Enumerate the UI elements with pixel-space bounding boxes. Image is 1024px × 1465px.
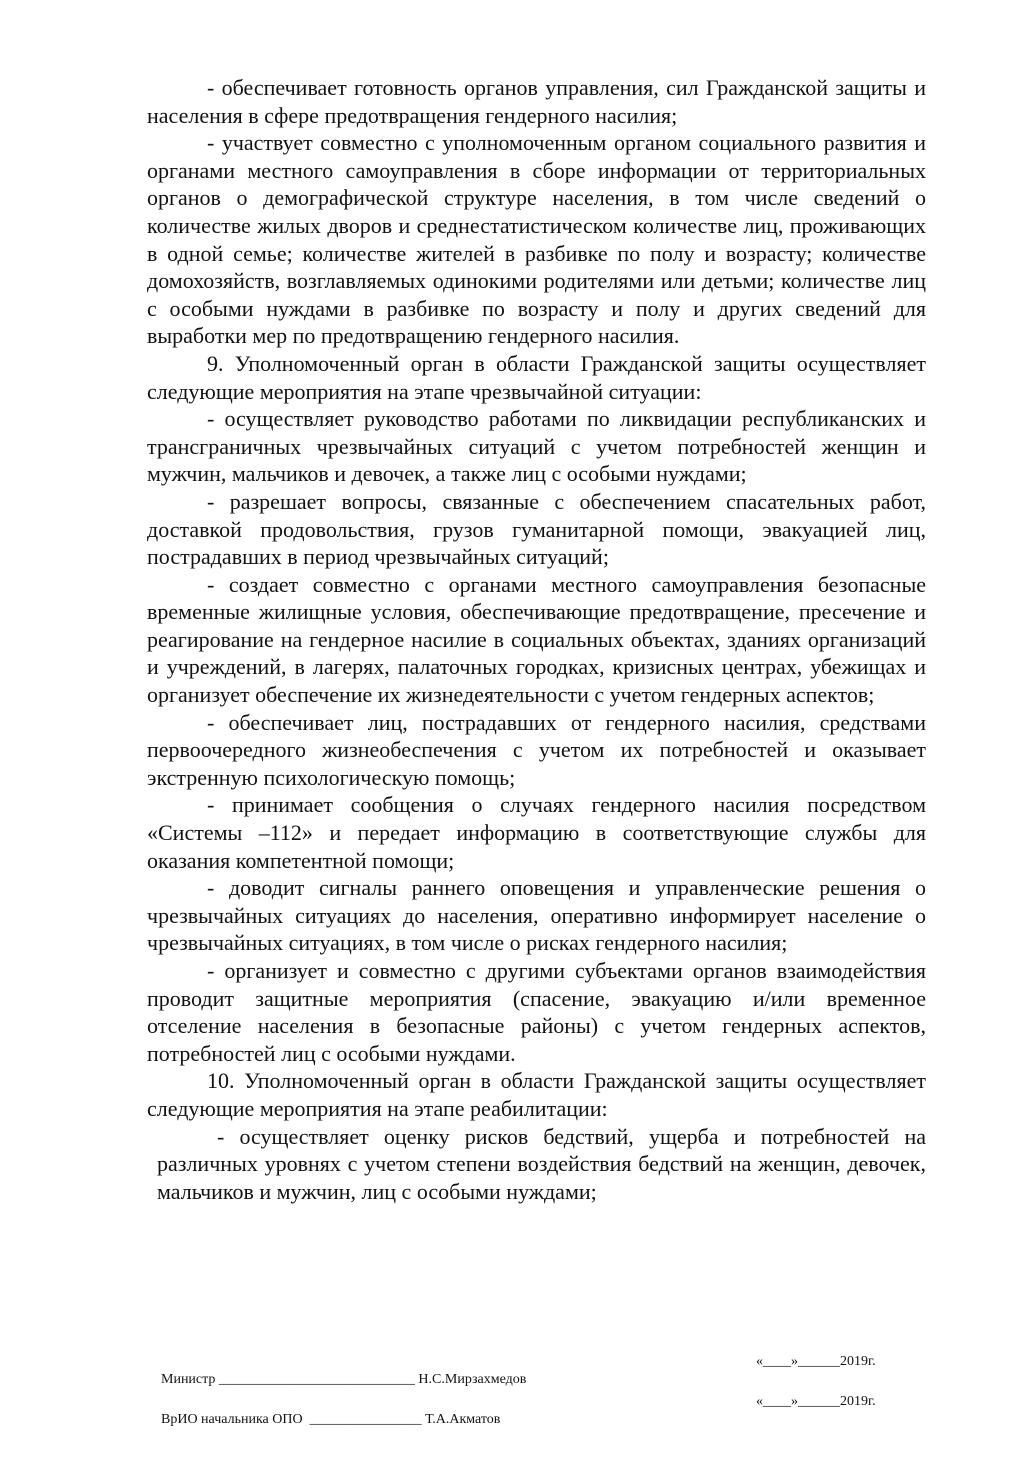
paragraph: - обеспечивает готовность органов управления, сил Гражданской защиты и населения в сфере предотвращения гендерного насилия; — [147, 75, 926, 128]
paragraph: - организует и совместно с другими субъектами органов взаимодействия проводит защитные мероприятия (спасение, эвакуацию и/или временное отселение населения в безопасные районы) с учетом гендерных аспектов, потребностей лиц с особыми нуждами. — [147, 958, 926, 1066]
paragraph: - осуществляет оценку рисков бедствий, ущерба и потребностей на различных уровнях с учетом степени воздействия бедствий на женщин, девочек, мальчиков и мужчин, лиц с особыми нуждами; — [157, 1123, 926, 1204]
signature-minister-date: «____»______2019г. — [756, 1354, 876, 1369]
paragraph: - обеспечивает лиц, пострадавших от гендерного насилия, средствами первоочередного жизнеобеспечения с учетом их потребностей и оказывает экстренную психологическую помощь; — [147, 709, 926, 790]
paragraph-section-10: 10. Уполномоченный орган в области Гражданской защиты осуществляет следующие мероприятия на этапе реабилитации: — [147, 1068, 926, 1121]
document-body — [147, 74, 926, 1205]
signature-acting-head-text: ВрИО начальника ОПО ________________ Т.А.Акматов — [161, 1412, 501, 1427]
paragraph-section-9: 9. Уполномоченный орган в области Гражданской защиты осуществляет следующие мероприятия на этапе чрезвычайной ситуации: — [147, 350, 926, 404]
signature-minister-text: Министр ____________________________ Н.С.Мирзахмедов — [161, 1372, 527, 1387]
signature-acting-head-date: «____»______2019г. — [756, 1394, 876, 1409]
paragraph: - участвует совместно с уполномоченным органом социального развития и органами местного самоуправления в сборе информации от территориальных органов о демографической структуре населения, в том числе сведений о количестве жилых дворов и среднестатистическом количестве лиц, проживающих в одной семье; количестве жителей в разбивке по полу и возрасту; количестве домохозяйств, возглавляемых одинокими родителями или детьми; количестве лиц с особыми нуждами в разбивке по возрасту и полу и других сведений для выработки мер по предотвращению гендерного насилия. — [147, 130, 926, 349]
paragraph: - принимает сообщения о случаях гендерного насилия посредством «Системы –112» и передает информацию в соответствующие службы для оказания компетентной помощи; — [147, 792, 926, 873]
paragraph: - осуществляет руководство работами по ликвидации республиканских и трансграничных чрезвычайных ситуаций с учетом потребностей женщин и мужчин, мальчиков и девочек, а также лиц с особыми нуждами; — [147, 406, 926, 487]
paragraph: - разрешает вопросы, связанные с обеспечением спасательных работ, доставкой продовольствия, грузов гуманитарной помощи, эвакуацией лиц, пострадавших в период чрезвычайных ситуаций; — [147, 488, 926, 570]
signature-line-acting-head — [147, 1393, 907, 1465]
paragraph: - доводит сигналы раннего оповещения и управленческие решения о чрезвычайных ситуациях до населения, оперативно информирует население о чрезвычайных ситуациях, в том числе о рисках гендерного насилия; — [147, 875, 926, 956]
paragraph: - создает совместно с органами местного самоуправления безопасные временные жилищные условия, обеспечивающие предотвращение, пресечение и реагирование на гендерное насилие в социальных объектах, зданиях организаций и учреждений, в лагерях, палаточных городках, кризисных центрах, убежищах и организует обеспечение их жизнедеятельности с учетом гендерных аспектов; — [147, 571, 926, 708]
